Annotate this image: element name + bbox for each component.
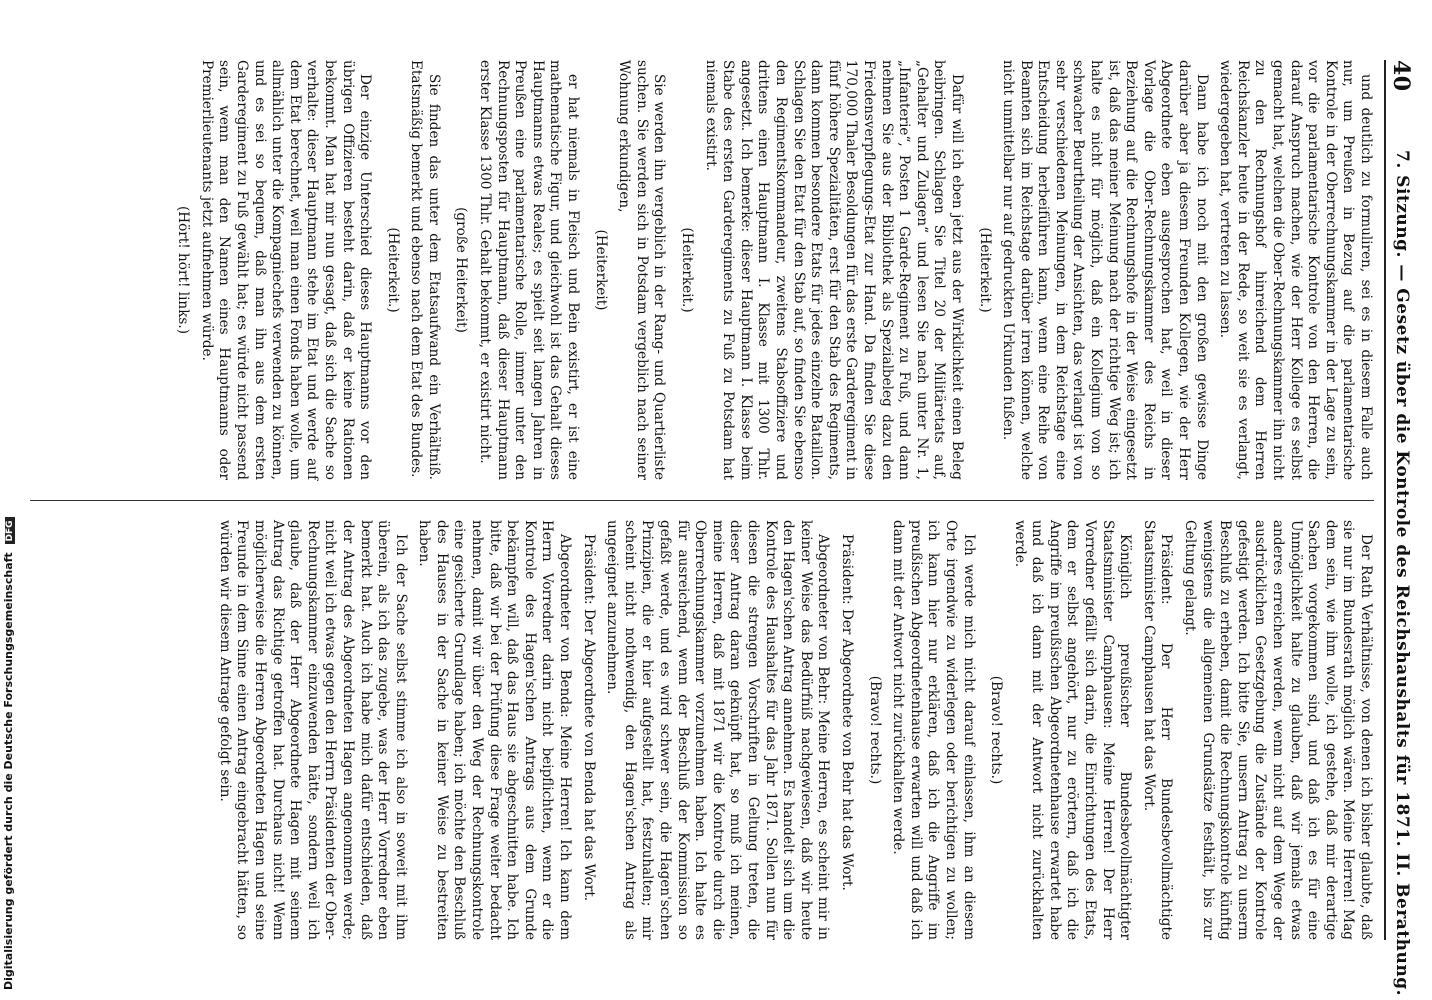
digitization-credit [2,290,15,990]
parenthetical-remark: (Hört! hört! links.) [175,205,192,335]
paragraph: Sie finden das unter dem Etatsaufwand ein Verhältniß. Etatsmäßig bemerkt und ebenso nach dem Etat des Bundes. [408,60,442,480]
paragraph: Der Rath Verhältnisse, von denen ich bisher glaubte, daß sie nur im Bundesrath möglich wären. Meine Herren! Mag dem sein, wie ihm wolle, ich gestehe, daß mir derartige Sachen vorgekommen sind, und daß ich es für eine Unmöglichkeit halte zu glauben, daß wir jemals etwas anderes erreichen werden, wenn nicht auf dem Wege der ausdrücklichen Gesetzgebung die Zustände der Kontrole gefestigt werden. Ich bitte Sie, unsern Antrag zu unserm Beschluß zu erheben, damit die Rechnungskontrole künftig wenigstens die allgemeinen Grundsätze festhält, bis zur Geltung gelangt. [1182,520,1374,940]
dfg-logo: DFG [5,517,15,544]
paragraph: Präsident: Der Herr Bundesbevollmächtigte Staatsminister Camphausen hat das Wort. [1140,520,1175,940]
parenthetical-remark: (große Heiterkeit) [453,207,470,333]
paragraph: Präsident: Der Abgeordnete von Benda hat das Wort. [580,534,597,902]
footer-strip [0,0,30,1000]
paragraph: er hat niemals in Fleisch und Bein existirt, er ist eine mathematische Figur, und gleichwohl ist das Gehalt dieses Hauptmanns etwas Reales; es spielt seit langen Jahren in Preußen eine parlamentarische Rolle, immer unter den Rechnungsposten für Hauptmann, daß dieser Hauptmann erster Klasse 1300 Thlr. Gehalt bekommt, er existirt nicht. [477,60,582,480]
page-number: 40 [1388,60,1414,92]
paragraph: Präsident: Der Abgeordnete von Behr hat das Wort. [838,534,855,891]
paragraph: Königlich preußischer Bundesbevollmächtigter Staatsminister Camphausen: Meine Herren! Der Herr Vorredner gefällt sich darin, die Einrichtungen des Etats, dem er selbst angehört, nur zu erörtern, daß ich die Angriffe im preußischen Abgeordnetenhause erwartet habe und daß ich dann mit der Antwort nicht zurückhalten werde. [1011,520,1134,940]
parenthetical-remark: (Heiterkeit.) [976,227,993,313]
parenthetical-remark: (Bravo! rechts.) [988,675,1005,785]
paragraph: Ich der Sache selbst stimme ich also in soweit mit ihm überein, als ich das zugebe, was der Herr Vorredner eben bemerkt hat. Auch ich habe mich dafür entschieden, daß der Antrag des Abgeordneten Hagen angenommen werde; nicht weil ich etwas gegen den Herrn Präsidenten der Ober-Rechnungskammer einzuwenden hätte, sondern weil ich glaube, daß der Herr Abgeordnete Hagen mit seinem Antrag das Richtige getroffen hat. Durchaus nicht! Wenn möglicherweise die Herren Abgeordneten Hagen und seine Freunde in dem Sinne einen Antrag eingebracht hätten, so würden wir diesem Antrage gefolgt sein. [216,520,409,940]
credit-text: Digitalisierung gefördert durch die Deutsche Forschungsgemeinschaft [2,552,15,990]
paragraph: Der einzige Unterschied dieses Hauptmanns vor den übrigen Offizieren besteht darin, daß er keine Rationen bekommt. Man hat mir nun gesagt, daß sich die Sache so verhalte: dieser Hauptmann stehe im Etat und werde auf dem Etat berechnet, weil man einen Fonds haben wolle, um allmählich unter die Kompagniechefs verwenden zu können, und es sei so bequem, daß man ihn aus dem ersten Garderegiment zu Fuß gewählt hat; es würde nicht passend sein, wenn man den Namen eines Hauptmanns oder Premierlieutenants jetzt aufnehmen würde. [198,60,374,480]
paragraph: Abgeordneter von Benda: Meine Herren! Ich kann dem Herrn Vorredner darin nicht beipflichten, wenn er die Kontrole des Hagen'schen Antrags aus dem Grunde bekämpfen will, daß das Haus sie abgeschnitten habe. Ich bitte, daß wir bei der Prüfung diese Frage weiter bedacht nehmen, damit wir über den Weg der Rechnungskontrole eine gesicherte Grundlage haben; ich möchte den Beschluß des Hauses in der Sache in keiner Weise zu bestreiten haben. [416,520,574,940]
paragraph: Ich werde mich nicht darauf einlassen, ihm an diesem Orte irgendwie zu widerlegen oder berichtigen zu wollen; ich kann hier nur erklären, daß ich die Angriffe im preußischen Abgeordnetenhause erwarten will und daß ich dann mit der Antwort nicht zurückhalten werde. [890,520,977,940]
column-divider [14,500,1374,501]
left-column [14,60,1374,480]
parenthetical-remark: (Bravo! rechts.) [866,675,883,785]
paragraph: Sie werden ihn vergeblich in der Rang- und Quartierliste suchen. Sie werden sich in Potsdam vergeblich nach seiner Wohnung erkundigen, [616,60,668,480]
right-column [14,520,1374,940]
paragraph: Abgeordneter von Behr: Meine Herren, es scheint mir in keiner Weise das Bedürfniß nachgewiesen, daß wir heute den Hagen'schen Antrag annehmen. Es handelt sich um die Kontrole des Haushaltes für das Jahr 1871. Sollen nun für diesen die strengen Vorschriften in Geltung treten, die dieser Antrag daran geknüpft hat, so muß ich meinen, meine Herren, daß mit 1871 wir die Kontrole durch die Oberrechnungskammer vorzunehmen haben. Ich halte es für ausreichend, wenn der Beschluß der Kommission so gefaßt werde, und es wird schwer sein, die Hagen'schen Prinzipien, die er hier aufgestellt hat, festzuhalten; mir scheint nicht nothwendig, den Hagen'schen Antrag als ungeeignet anzunehmen. [604,520,832,940]
page-header [1384,60,1418,997]
parenthetical-remark: (Heiterkeit) [592,229,609,311]
parenthetical-remark: (Heiterkeit.) [679,227,696,313]
parenthetical-remark: (Heiterkeit.) [384,227,401,313]
paragraph: und deutlich zu formuliren, sei es in diesem Falle auch nur, um Preußen in Bezug auf die parlamentarische Kontrole in der Oberrechnungskammer in der Lage zu sein, vor die parlamentarische Kontrole von den Herren, die darauf Anspruch machen, wie der Herr Kollege es selbst gemacht hat, welchen die Ober-Rechnungskammer ihn nicht zu den Rechnungshof hinreichend dem Herren Reichskanzler heute in der Rede, so weit sie es verlangt, wiedergegeben hat, vertreten zu lassen. [1217,60,1374,480]
header-rule [1384,60,1386,940]
paragraph: Dann habe ich noch mit den großen gewisse Dinge darüber aber ja diesem Freunden Kollegen, wie der Herr Abgeordnete eben ausgesprochen hat, weil in dieser Vorlage die Ober-Rechnungskammer des Reichs in Beziehung auf die Rechnungshofe in der Weise eingesetzt ist, daß das meiner Meinung nach der richtige Weg ist; ich halte es nicht für möglich, daß ein Kollegium von so schwacher Beurtheilung der Ansichten, das verlangt ist von sehr verschiedenen Meinungen, in dem Reichstage eine Entscheidung herbeiführen kann, wenn eine Reihe von Beamten sich im Reichstage darüber irren können, welche nicht unmittelbar nur auf gedruckten Urkunden fußen. [1000,60,1210,480]
paragraph: Dafür will ich eben jetzt aus der Wirklichkeit einen Beleg beibringen. Schlagen Sie Titel 20 der Militäretats auf, „Gehalter und Zulagen“ und lesen Sie nach unter Nr. 1, „Infanterie“, Posten 1 Garde-Regiment zu Fuß, und dann nehmen Sie aus der Bibliothek als Spezialbeleg dazu den Friedensverpflegungs-Etat zur Hand. Da finden Sie diese 170,000 Thaler Besoldungen für das erste Garderegiment in fünf höhere Spezialitäten, erst für den Stab des Regiments, dann kommen besondere Etats für jedes einzelne Bataillon. Schlagen Sie den Etat für den Stab auf, so finden Sie ebenso den Regimentskommandeur, zweitens Stabsoffiziere und drittens einen Hauptmann I. Klasse mit 1300 Thlr. angesetzt. Ich bemerke: dieser Hauptmann I. Klasse beim Stabe des ersten Garderegiments zu Fuß zu Potsdam hat niemals existirt. [702,60,965,480]
running-title: 7. Sitzung. — Gesetz über die Kontrole des Reichshaushalts für 1871. II. Berathung. [1392,150,1412,997]
